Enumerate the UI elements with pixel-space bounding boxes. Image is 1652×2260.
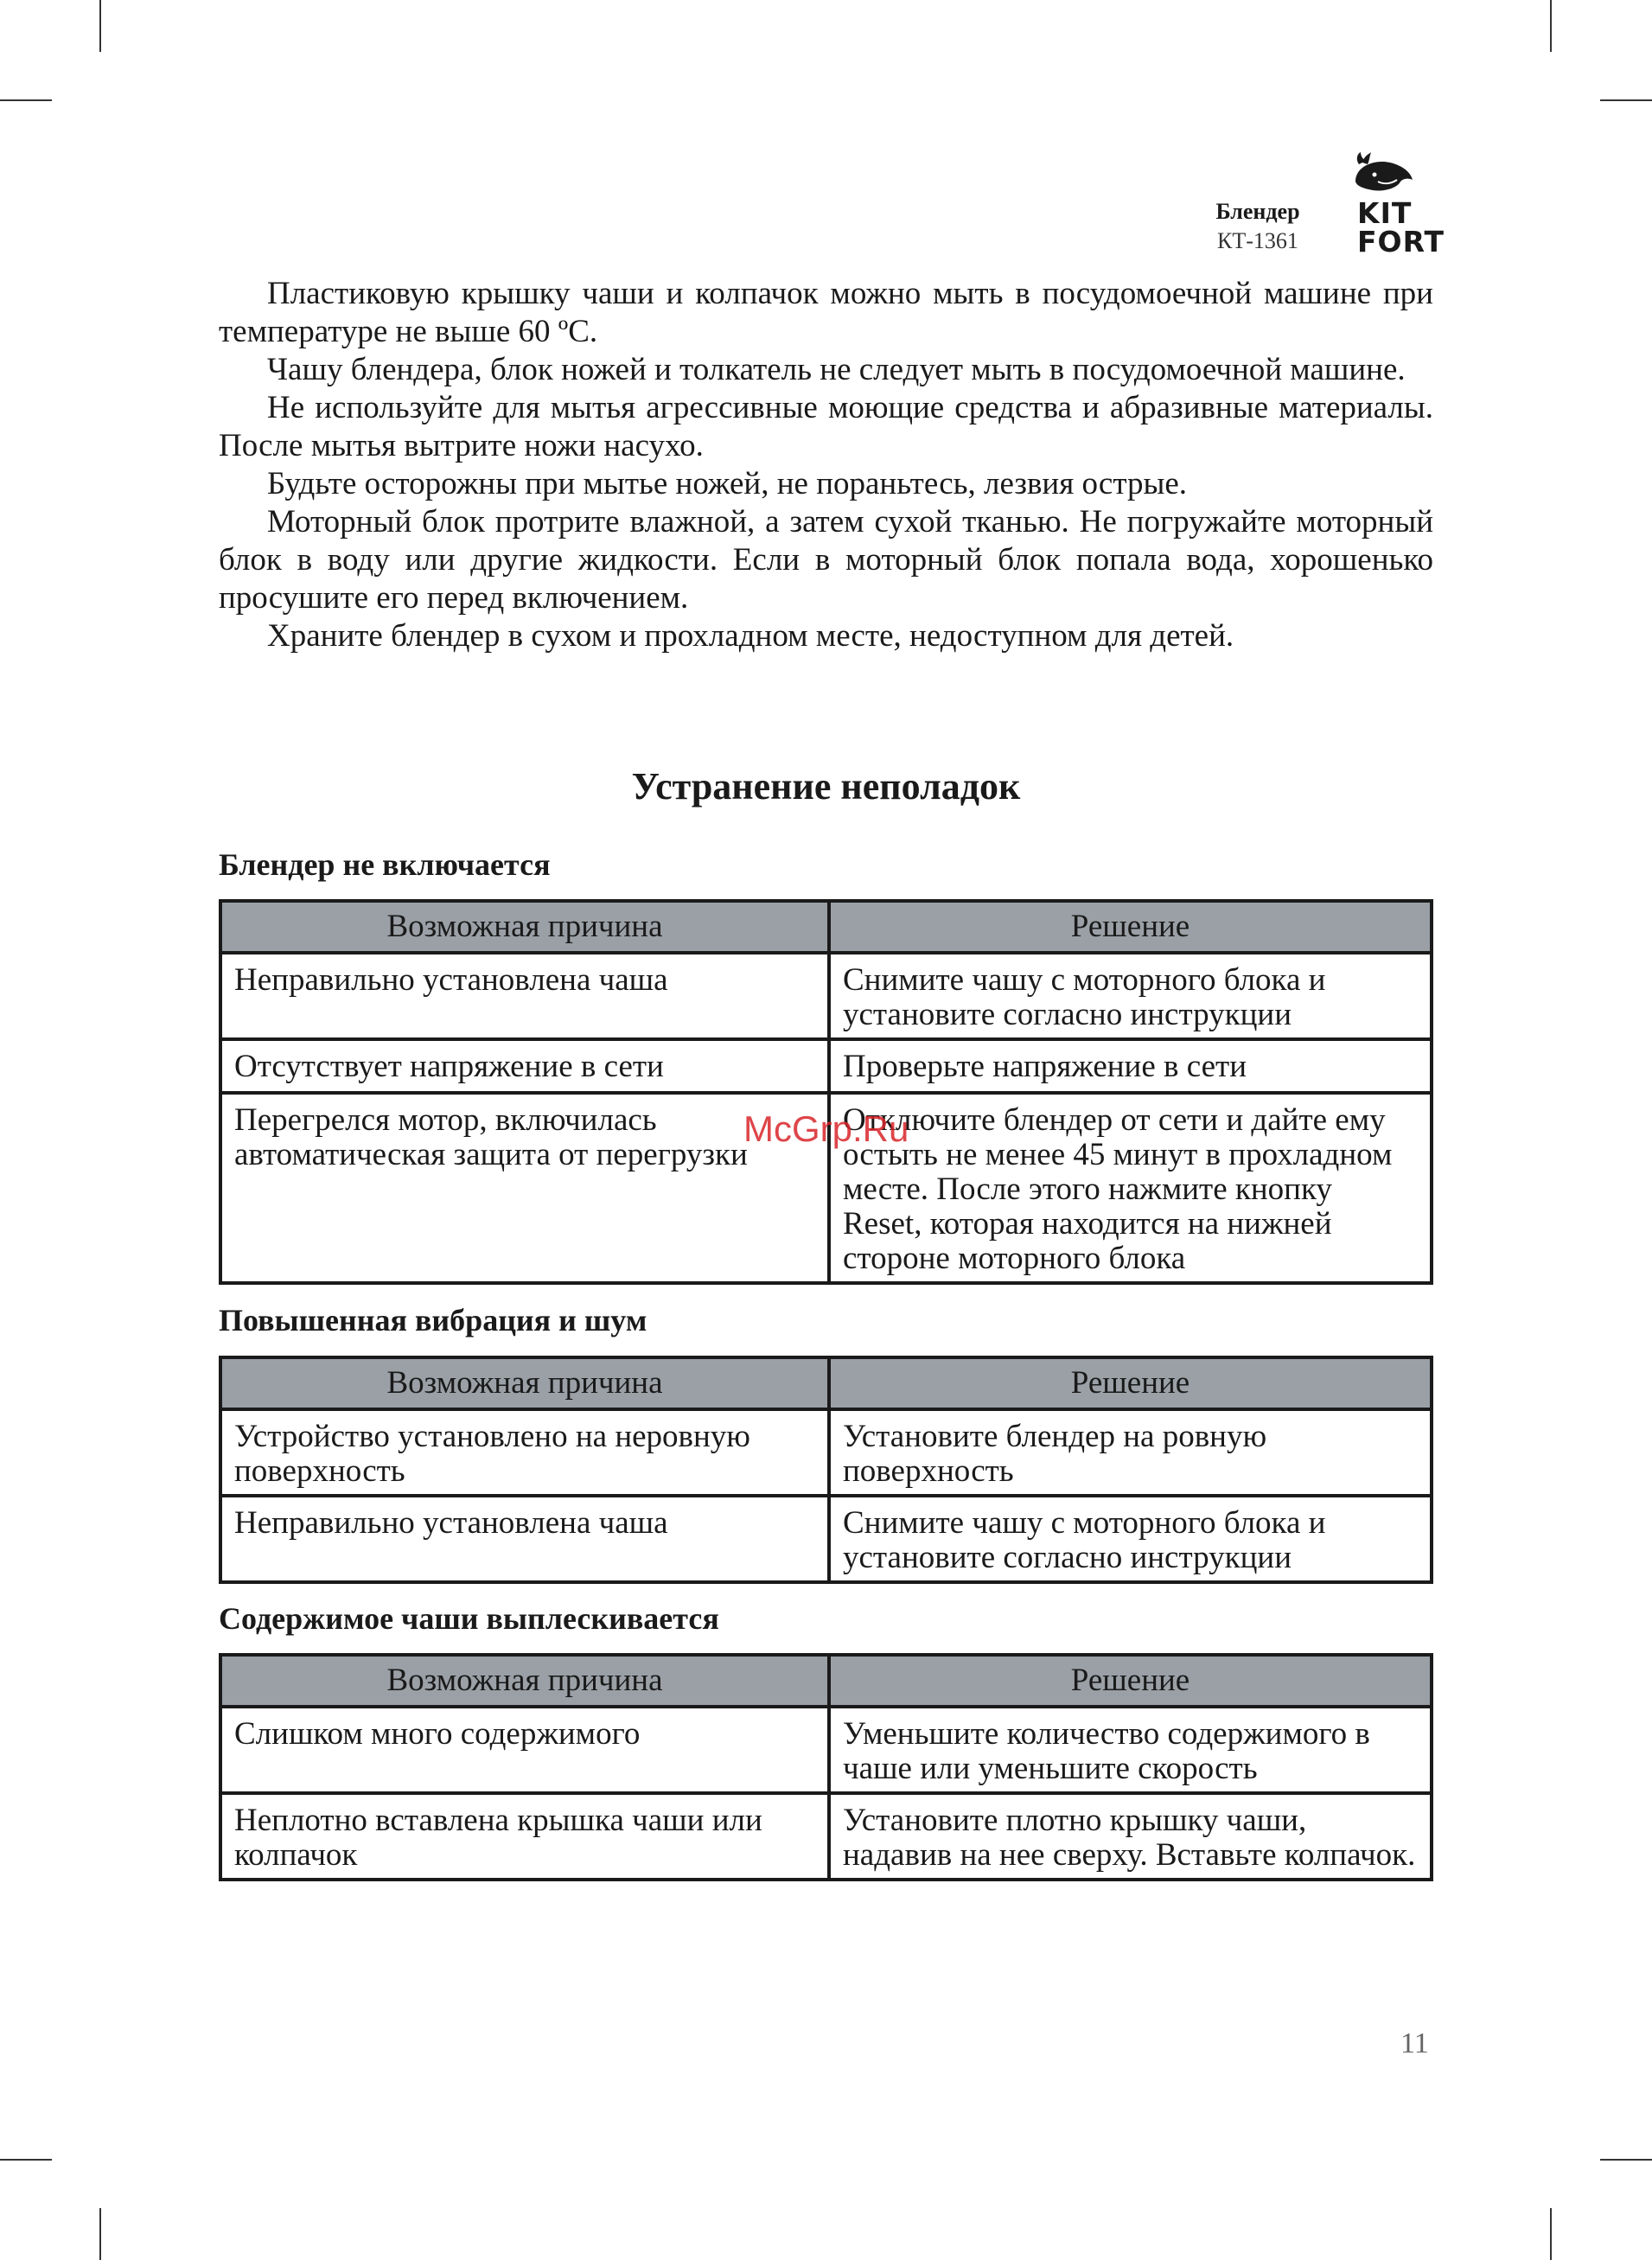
whale-icon [1349, 147, 1418, 199]
table-header-row [220, 1655, 1432, 1707]
page-number: 11 [1400, 2027, 1429, 2059]
crop-mark [1550, 0, 1552, 52]
paragraph: Чашу блендера, блок ножей и толкатель не следует мыть в посудомоечной машине. [267, 352, 1406, 387]
troubleshooting-table-vibration [219, 1356, 1433, 1584]
cause-cell: Перегрелся мотор, включилась автоматическая защита от перегрузки [220, 1093, 829, 1283]
paragraph: Пластиковую крышку чаши и колпачок можно мыть в посудомоечной машине при температуре не выше 60 ºС. [219, 276, 1433, 349]
column-header-cause: Возможная причина [220, 901, 829, 953]
paragraph: Не используйте для мытья агрессивные моющие средства и абразивные материалы. После мытья вытрите ножи насухо. [219, 390, 1433, 463]
column-header-cause: Возможная причина [220, 1357, 829, 1409]
table-row [220, 1409, 1432, 1496]
crop-mark [99, 0, 101, 52]
paragraph: Храните блендер в сухом и прохладном месте, недоступном для детей. [267, 618, 1234, 654]
table-row [220, 1793, 1432, 1880]
troubleshooting-table-not-starting [219, 899, 1433, 1285]
cause-cell: Отсутствует напряжение в сети [220, 1039, 829, 1093]
crop-mark [1600, 99, 1652, 101]
crop-mark [1600, 2159, 1652, 2161]
table-heading-vibration: Повышенная вибрация и шум [219, 1303, 647, 1337]
table-heading-not-starting: Блендер не включается [219, 847, 551, 882]
solution-cell: Отключите блендер от сети и дайте ему остыть не менее 45 минут в прохладном месте. После этого нажмите кнопку Reset, которая находится на нижней стороне моторного блока [829, 1093, 1432, 1283]
brand-line-1: KIT [1357, 196, 1413, 230]
cause-cell: Слишком много содержимого [220, 1707, 829, 1793]
table-row [220, 953, 1432, 1039]
brand-wordmark [1357, 196, 1445, 259]
brand-line-2: FORT [1357, 225, 1445, 259]
solution-cell: Уменьшите количество содержимого в чаше или уменьшите скорость [829, 1707, 1432, 1793]
brand-logo [1349, 147, 1478, 264]
column-header-solution: Решение [829, 1357, 1432, 1409]
cause-cell: Неправильно установлена чаша [220, 1496, 829, 1582]
crop-mark [0, 99, 52, 101]
crop-mark [0, 2159, 52, 2161]
care-instructions [219, 275, 1433, 655]
table-heading-splashing: Содержимое чаши выплескивается [219, 1601, 719, 1636]
table-row [220, 1039, 1432, 1093]
cause-cell: Устройство установлено на неровную поверхность [220, 1409, 829, 1496]
solution-cell: Снимите чашу с моторного блока и установите согласно инструкции [829, 953, 1432, 1039]
watermark: McGrp.Ru [743, 1108, 909, 1149]
solution-cell: Проверьте напряжение в сети [829, 1039, 1432, 1093]
paragraph: Моторный блок протрите влажной, а затем сухой тканью. Не погружайте моторный блок в воду или другие жидкости. Если в моторный блок попала вода, хорошенько просушите его перед включением. [219, 504, 1433, 616]
table-header-row [220, 901, 1432, 953]
section-title: Устранение неполадок [631, 765, 1021, 808]
table-row [220, 1707, 1432, 1793]
cause-cell: Неправильно установлена чаша [220, 953, 829, 1039]
solution-cell: Установите плотно крышку чаши, надавив на нее сверху. Вставьте колпачок. [829, 1793, 1432, 1880]
table-row [220, 1496, 1432, 1582]
column-header-cause: Возможная причина [220, 1655, 829, 1707]
column-header-solution: Решение [829, 901, 1432, 953]
crop-mark [99, 2208, 101, 2260]
table-header-row [220, 1357, 1432, 1409]
header-model-number: КТ-1361 [1217, 228, 1298, 253]
paragraph: Будьте осторожны при мытье ножей, не пораньтесь, лезвия острые. [267, 466, 1187, 501]
header-product-info [1206, 197, 1310, 256]
solution-cell: Установите блендер на ровную поверхность [829, 1409, 1432, 1496]
cause-cell: Неплотно вставлена крышка чаши или колпачок [220, 1793, 829, 1880]
troubleshooting-table-splashing [219, 1653, 1433, 1881]
header-product-name: Блендер [1215, 199, 1300, 224]
solution-cell: Снимите чашу с моторного блока и установите согласно инструкции [829, 1496, 1432, 1582]
crop-mark [1550, 2208, 1552, 2260]
column-header-solution: Решение [829, 1655, 1432, 1707]
